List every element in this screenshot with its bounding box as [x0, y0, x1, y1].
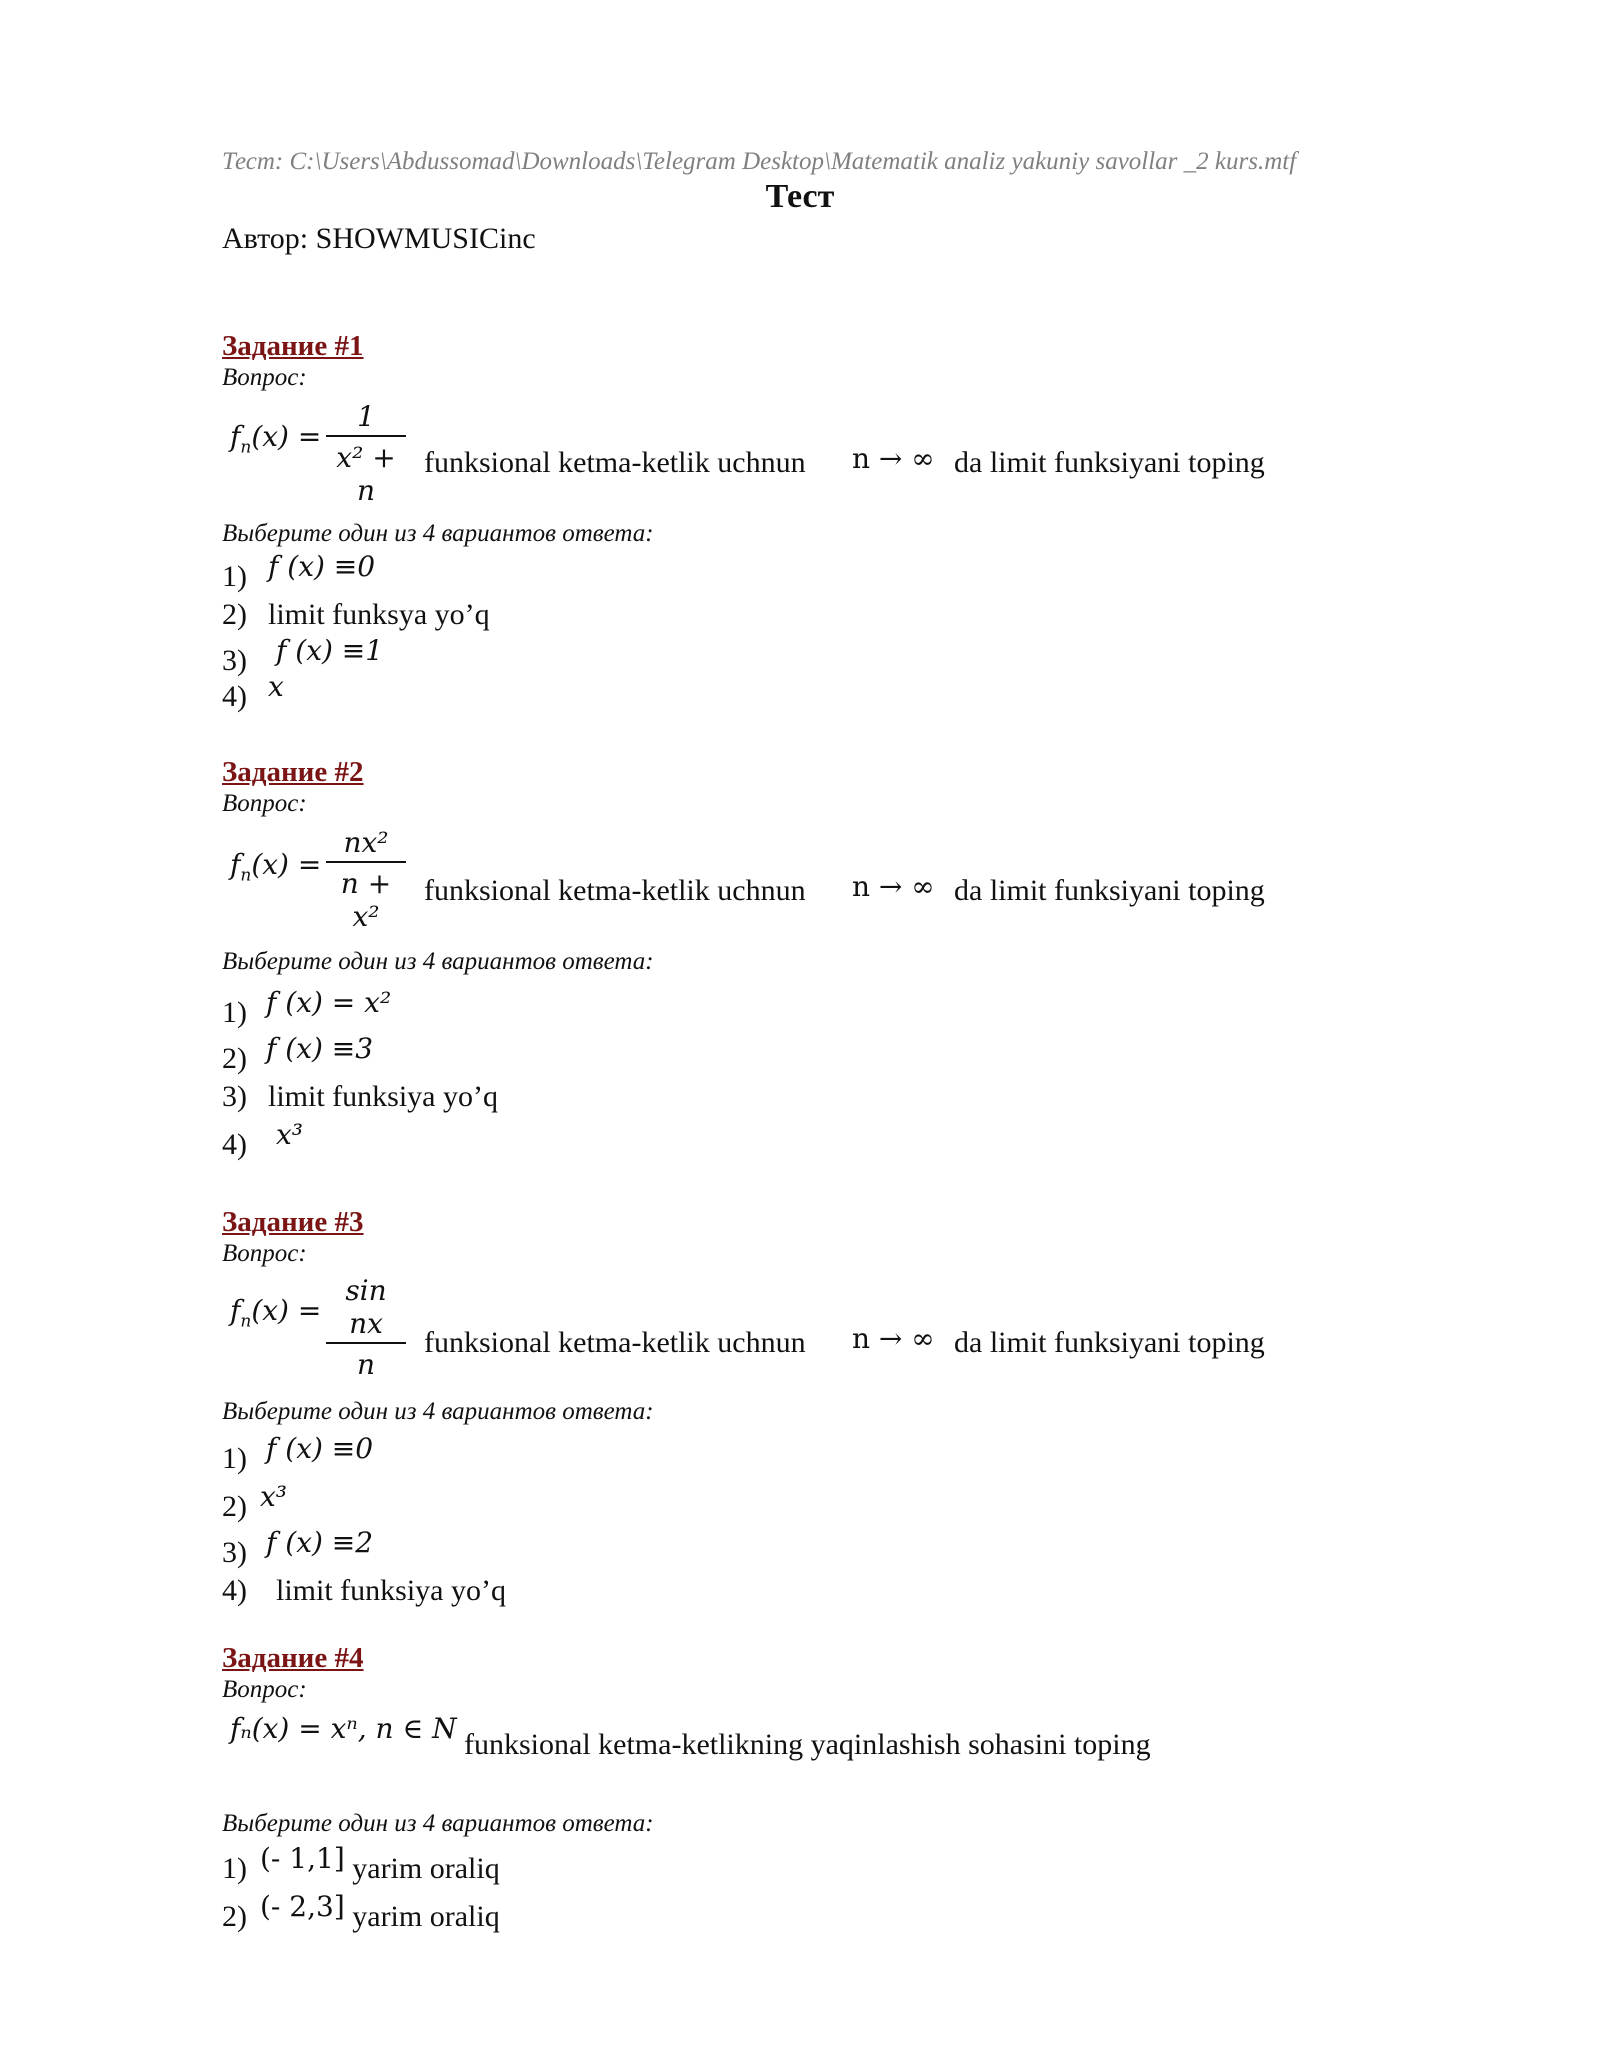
choose-label: Выберите один из 4 вариантов ответа: — [222, 1810, 654, 1837]
question-label: Вопрос: — [222, 1240, 307, 1267]
answer-option[interactable]: 1) f (x) ≡0 — [222, 1432, 374, 1475]
answer-option[interactable]: 2) f (x) ≡3 — [222, 1032, 374, 1075]
task-4 — [222, 1642, 1372, 1942]
answer-option[interactable]: 1) f (x) = x² — [222, 986, 392, 1029]
limit-expression: n → ∞ — [852, 442, 935, 475]
author-line: Автор: SHOWMUSICinc — [222, 222, 536, 255]
question-formula: $f_n(x)$ = — [230, 1294, 322, 1332]
answer-option[interactable]: 4) x³ — [222, 1118, 304, 1161]
limit-expression: n → ∞ — [852, 870, 935, 903]
choose-label: Выберите один из 4 вариантов ответа: — [222, 1398, 654, 1425]
task-title: Задание #1 — [222, 330, 364, 362]
answer-option[interactable]: 4) x — [222, 670, 284, 713]
task-2 — [222, 756, 1372, 1176]
task-title: Задание #3 — [222, 1206, 364, 1238]
answer-option[interactable]: 4) limit funksiya yo’q — [222, 1574, 506, 1607]
question-formula: $f_n(x)$ = — [230, 848, 322, 886]
question-tail: da limit funksiyani toping — [954, 874, 1265, 907]
choose-label: Выберите один из 4 вариантов ответа: — [222, 948, 654, 975]
question-text: funksional ketma-ketlik uchnun — [424, 1326, 806, 1359]
question-fraction: 1 x² + n — [326, 400, 406, 507]
test-file-path: Тест: C:\Users\Abdussomad\Downloads\Telegram Desktop\Matematik analiz yakuniy savollar _2 kurs.mtf — [222, 148, 1297, 175]
question-text: funksional ketma-ketlikning yaqinlashish sohasini toping — [464, 1728, 1151, 1761]
answer-option[interactable]: 3) limit funksiya yo’q — [222, 1080, 498, 1113]
page-title: Тест — [765, 178, 835, 215]
choose-label: Выберите один из 4 вариантов ответа: — [222, 520, 654, 547]
question-label: Вопрос: — [222, 1676, 307, 1703]
task-title: Задание #4 — [222, 1642, 364, 1674]
question-formula: $f_n(x)$ = — [230, 420, 322, 458]
question-label: Вопрос: — [222, 790, 307, 817]
question-text: funksional ketma-ketlik uchnun — [424, 874, 806, 907]
answer-option[interactable]: 1) (- 1,1] yarim oraliq — [222, 1842, 500, 1885]
answer-option[interactable]: 3) f (x) ≡1 — [222, 634, 384, 677]
question-fraction: nx² n + x² — [326, 826, 406, 933]
question-label: Вопрос: — [222, 364, 307, 391]
task-3 — [222, 1206, 1372, 1626]
task-1 — [222, 330, 1372, 720]
answer-option[interactable]: 1) f (x) ≡0 — [222, 550, 376, 593]
question-text: funksional ketma-ketlik uchnun — [424, 446, 806, 479]
question-fraction: sin nx n — [326, 1274, 406, 1381]
question-formula: fₙ(x) = xⁿ, n ∈ N — [230, 1712, 457, 1745]
limit-expression: n → ∞ — [852, 1322, 935, 1355]
answer-option[interactable]: 3) f (x) ≡2 — [222, 1526, 374, 1569]
answer-option[interactable]: 2) (- 2,3] yarim oraliq — [222, 1890, 500, 1933]
question-tail: da limit funksiyani toping — [954, 1326, 1265, 1359]
answer-option[interactable]: 2) x³ — [222, 1480, 288, 1523]
question-tail: da limit funksiyani toping — [954, 446, 1265, 479]
task-title: Задание #2 — [222, 756, 364, 788]
answer-option[interactable]: 2) limit funksya yo’q — [222, 598, 490, 631]
